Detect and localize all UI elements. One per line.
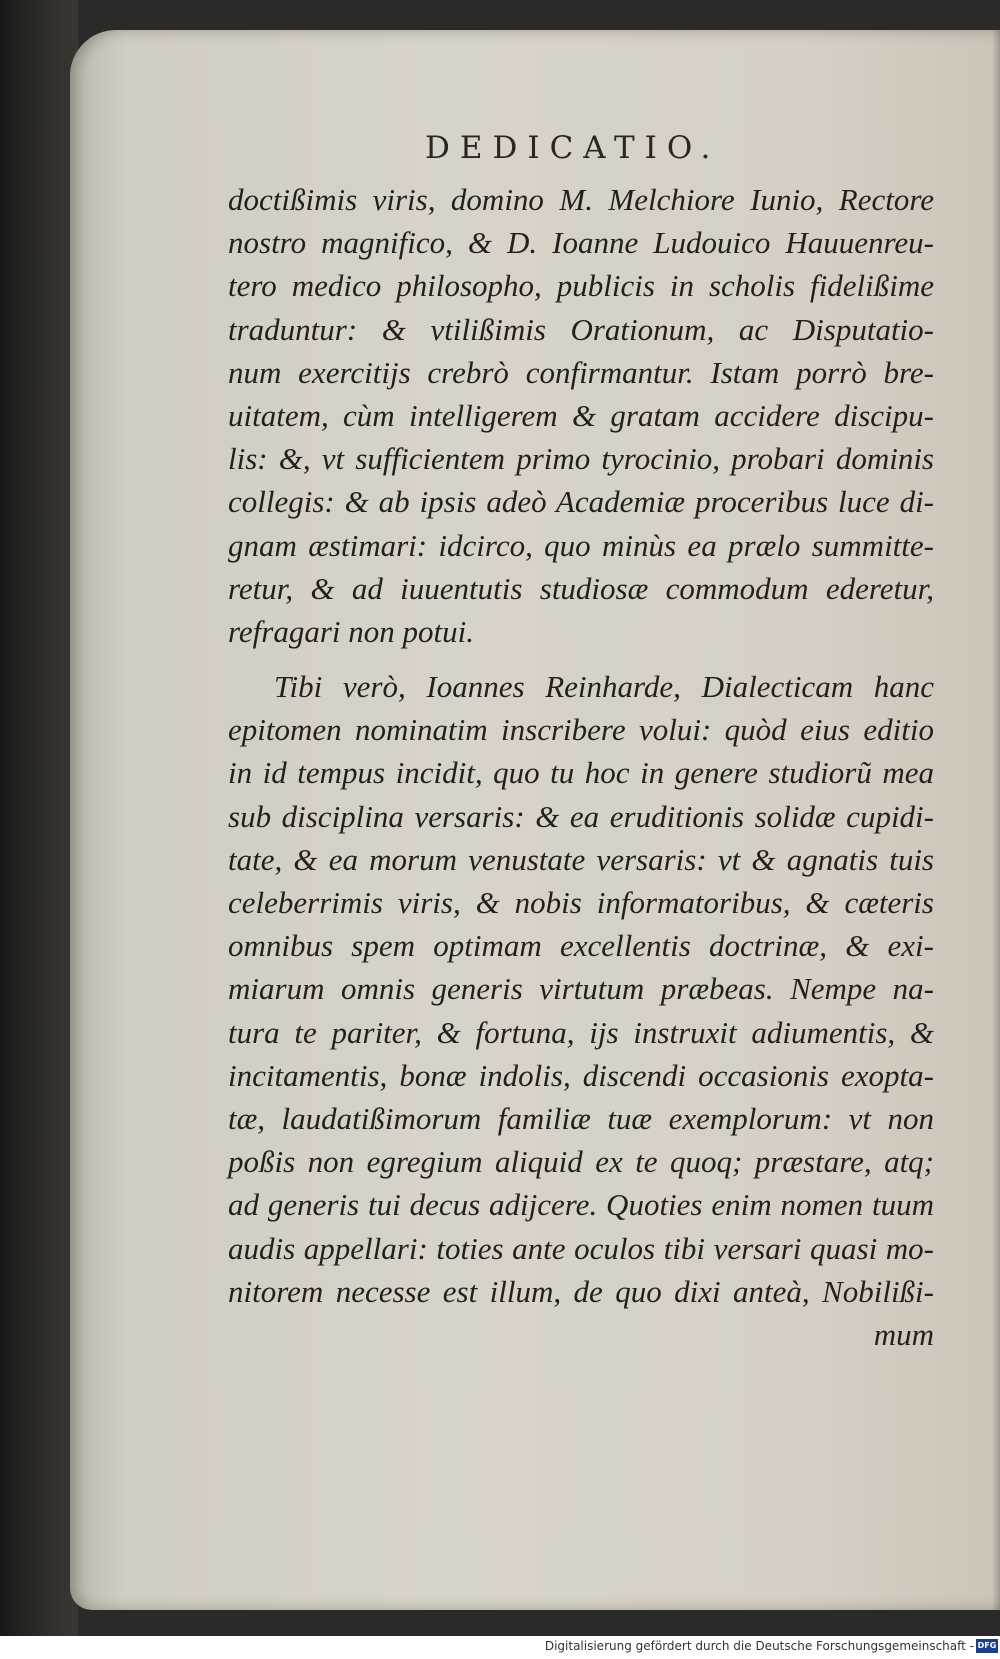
text-line: audis appellari: toties ante oculos tibi versari quasi mo- — [228, 1230, 934, 1266]
text-line: incitamentis, bonæ indolis, discendi occasionis exopta- — [228, 1057, 934, 1093]
binding-shadow — [0, 0, 78, 1636]
text-line: lis: &, vt sufficientem primo tyrocinio, probari dominis — [228, 441, 934, 477]
text-line: gnam æstimari: idcirco, quo minùs ea prælo summitte- — [228, 527, 934, 563]
text-line: poßis non egregium aliquid ex te quoq; præstare, atq; — [228, 1144, 934, 1180]
text-line: nostro magnifico, & D. Ioanne Ludouico Hauuenreu- — [228, 225, 934, 261]
catchword: mum — [873, 1316, 934, 1352]
dfg-logo-icon: DFG — [976, 1639, 998, 1653]
text-line: traduntur: & vtilißimis Orationum, ac Disputatio- — [228, 311, 934, 347]
text-line: ad generis tui decus adijcere. Quoties enim nomen tuum — [228, 1187, 934, 1223]
text-line: tate, & ea morum venustate versaris: vt & agnatis tuis — [228, 841, 934, 877]
text-line: tero medico philosopho, publicis in scholis fidelißime — [228, 268, 934, 304]
text-line: in id tempus incidit, quo tu hoc in genere studiorũ mea — [228, 755, 934, 791]
footer-bar — [0, 1636, 1000, 1659]
footer-credit: Digitalisierung gefördert durch die Deutsche Forschungsgemeinschaft - — [544, 1639, 974, 1653]
page-edge — [992, 30, 1000, 1610]
text-line: nitorem necesse est illum, de quo dixi anteà, Nobilißi- — [228, 1273, 934, 1309]
text-line: sub disciplina versaris: & ea eruditionis solidæ cupidi- — [228, 798, 934, 834]
text-line: refragari non potui. — [228, 613, 475, 649]
text-line: epitomen nominatim inscribere volui: quòd eius editio — [228, 712, 934, 748]
text-line: num exercitijs crebrò confirmantur. Istam porrò bre- — [228, 354, 934, 390]
text-line: retur, & ad iuuentutis studiosæ commodum ederetur, — [228, 570, 934, 606]
text-line: miarum omnis generis virtutum præbeas. Nempe na- — [228, 971, 934, 1007]
text-line: omnibus spem optimam excellentis doctrinæ, & exi- — [228, 928, 934, 964]
text-line: collegis: & ab ipsis adeò Academiæ proceribus luce di- — [228, 484, 934, 520]
text-line: tura te pariter, & fortuna, ijs instruxit adiumentis, & — [228, 1014, 934, 1050]
text-line: celeberrimis viris, & nobis informatoribus, & cæteris — [228, 885, 934, 920]
body-text — [228, 178, 934, 1356]
text-line: uitatem, cùm intelligerem & gratam accidere discipu- — [228, 397, 934, 433]
running-head: DEDICATIO. — [425, 130, 721, 166]
text-line: Tibi verò, Ioannes Reinharde, Dialecticam hanc — [274, 669, 934, 705]
text-line: doctißimis viris, domino M. Melchiore Iunio, Rectore — [228, 182, 934, 217]
text-line: tæ, laudatißimorum familiæ tuæ exemplorum: vt non — [228, 1100, 934, 1136]
